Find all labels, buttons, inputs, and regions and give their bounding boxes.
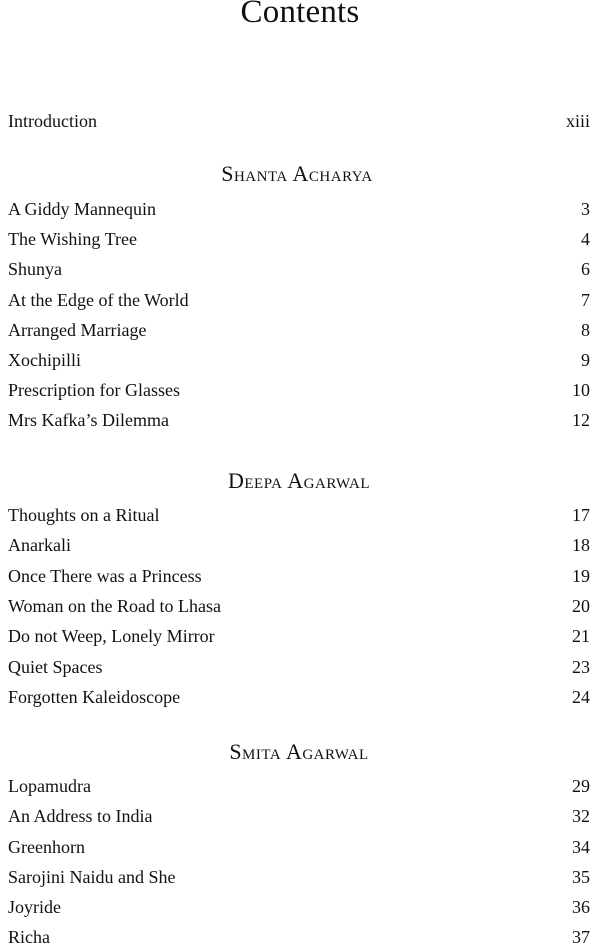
- entry-title: Sarojini Naidu and She: [8, 867, 176, 887]
- entry-page: 10: [572, 380, 590, 400]
- entry-page: 7: [581, 290, 590, 310]
- entry-page: 35: [572, 867, 590, 887]
- toc-entry: [8, 199, 590, 223]
- entry-title: Richa: [8, 927, 50, 947]
- entry-page: 23: [572, 657, 590, 677]
- toc-entry: [8, 350, 590, 374]
- entry-page: 20: [572, 596, 590, 616]
- entry-title: Thoughts on a Ritual: [8, 505, 160, 525]
- toc-entry: [8, 320, 590, 344]
- entry-title: Forgotten Kaleidoscope: [8, 687, 181, 707]
- toc-entry: [8, 410, 590, 434]
- entry-title: Do not Weep, Lonely Mirror: [8, 626, 215, 646]
- entry-page: 24: [572, 687, 590, 707]
- toc-entry: [8, 687, 590, 711]
- toc-entry: [8, 657, 590, 681]
- toc-entry: [8, 776, 590, 800]
- entry-title: At the Edge of the World: [8, 290, 189, 310]
- entry-title: Woman on the Road to Lhasa: [8, 596, 222, 616]
- entry-title: Anarkali: [8, 535, 71, 555]
- entry-title: Quiet Spaces: [8, 657, 103, 677]
- toc-entry: [8, 867, 590, 891]
- entry-page: 17: [572, 505, 590, 525]
- entry-title: A Giddy Mannequin: [8, 199, 156, 219]
- entry-page: 12: [572, 410, 590, 430]
- entry-page: 9: [581, 350, 590, 370]
- toc-entry: [8, 380, 590, 404]
- toc-entry: [8, 535, 590, 559]
- entry-title: Joyride: [8, 897, 61, 917]
- entry-title: An Address to India: [8, 806, 153, 826]
- entry-page: 37: [572, 927, 590, 947]
- entry-title: Once There was a Princess: [8, 566, 202, 586]
- section-author-heading: Smita Agarwal: [229, 739, 369, 764]
- section-author-heading: Deepa Agarwal: [227, 468, 371, 493]
- toc-entry: [8, 290, 590, 314]
- entry-title: Lopamudra: [8, 776, 91, 796]
- section-author-heading: Shanta Acharya: [221, 161, 373, 186]
- entry-page: 4: [581, 229, 590, 249]
- toc-entry-introduction: [8, 111, 590, 135]
- entry-title: Shunya: [8, 259, 62, 279]
- toc-entry: [8, 229, 590, 253]
- toc-entry: [8, 626, 590, 650]
- entry-page: 21: [572, 626, 590, 646]
- entry-title: Greenhorn: [8, 837, 85, 857]
- toc-entry: [8, 806, 590, 830]
- toc-entry: [8, 837, 590, 861]
- toc-entry: [8, 927, 590, 951]
- entry-page: 3: [581, 199, 590, 219]
- entry-page: 18: [572, 535, 590, 555]
- entry-page: 34: [572, 837, 590, 857]
- entry-page: 19: [572, 566, 590, 586]
- toc-entry: [8, 596, 590, 620]
- toc-entry: [8, 897, 590, 921]
- page-title: Contents: [240, 0, 360, 30]
- entry-title: Arranged Marriage: [8, 320, 147, 340]
- entry-page: 32: [572, 806, 590, 826]
- toc-entry: [8, 259, 590, 283]
- entry-page: xiii: [565, 111, 590, 131]
- entry-title: Xochipilli: [8, 350, 81, 370]
- entry-page: 36: [572, 897, 590, 917]
- entry-title: The Wishing Tree: [8, 229, 137, 249]
- toc-entry: [8, 505, 590, 529]
- entry-title: Mrs Kafka’s Dilemma: [8, 410, 169, 430]
- entry-page: 29: [572, 776, 590, 796]
- toc-entry: [8, 566, 590, 590]
- entry-title: Introduction: [8, 111, 97, 131]
- entry-page: 6: [581, 259, 590, 279]
- entry-page: 8: [581, 320, 590, 340]
- entry-title: Prescription for Glasses: [8, 380, 180, 400]
